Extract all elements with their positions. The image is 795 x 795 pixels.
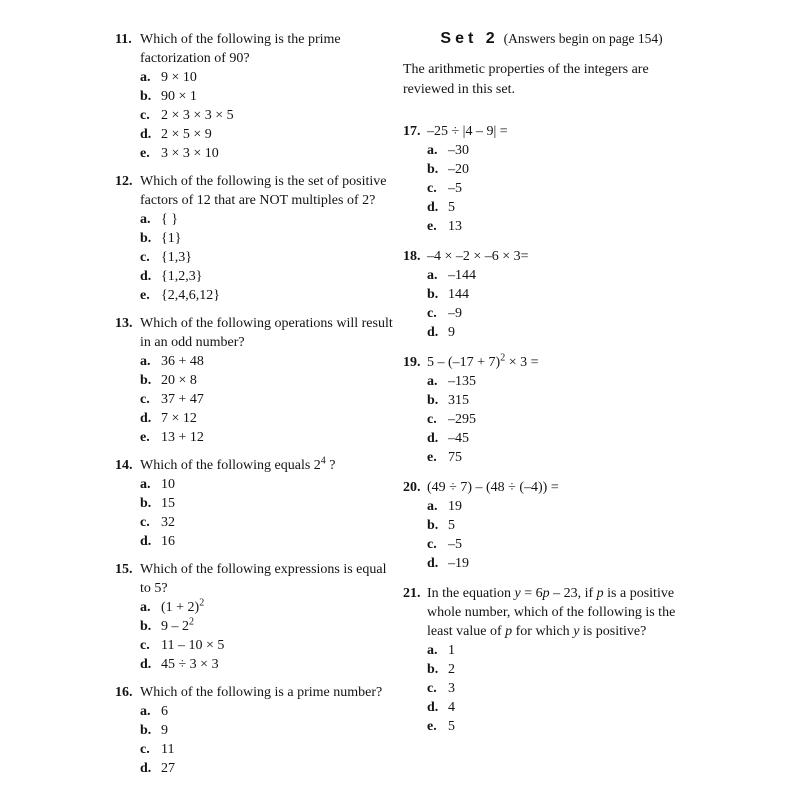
option-row xyxy=(427,285,700,304)
option-row xyxy=(427,429,700,448)
option-letter: d. xyxy=(140,657,152,672)
option-row xyxy=(140,598,395,617)
option-row xyxy=(140,286,395,305)
option-letter: a. xyxy=(140,212,151,227)
option-letter: a. xyxy=(140,600,151,615)
option-letter: b. xyxy=(140,619,152,634)
option-value: 13 xyxy=(448,219,462,234)
option-value: –144 xyxy=(448,268,476,283)
left-question-list xyxy=(115,30,395,778)
options-list xyxy=(427,141,700,236)
question-number: 11. xyxy=(115,32,132,47)
question xyxy=(115,683,395,778)
set-intro-text: The arithmetic properties of the integers are reviewed in this set. xyxy=(403,62,649,97)
option-row xyxy=(427,679,700,698)
option-value: 2 × 5 × 9 xyxy=(161,127,212,142)
option-row xyxy=(140,475,395,494)
option-row xyxy=(427,497,700,516)
option-letter: d. xyxy=(140,761,152,776)
option-value: {1,3} xyxy=(161,250,192,265)
option-row xyxy=(427,160,700,179)
option-value: 315 xyxy=(448,393,469,408)
option-letter: e. xyxy=(140,430,150,445)
option-value: –30 xyxy=(448,143,469,158)
option-letter: a. xyxy=(140,477,151,492)
option-value: 10 xyxy=(161,477,175,492)
option-row xyxy=(427,266,700,285)
options-list xyxy=(427,266,700,342)
option-value: 37 + 47 xyxy=(161,392,204,407)
option-letter: d. xyxy=(140,269,152,284)
question-number: 15. xyxy=(115,562,133,577)
question-text: Which of the following equals $2^4$ ? xyxy=(140,455,336,473)
right-column xyxy=(403,28,700,747)
option-letter: a. xyxy=(140,354,151,369)
option-letter: a. xyxy=(427,268,438,283)
option-letter: e. xyxy=(427,450,437,465)
option-letter: c. xyxy=(427,306,437,321)
question-number: 12. xyxy=(115,174,133,189)
option-row xyxy=(427,535,700,554)
options-list xyxy=(427,372,700,467)
option-row xyxy=(427,410,700,429)
option-value: 2 xyxy=(448,662,455,677)
option-letter: e. xyxy=(427,219,437,234)
question-body xyxy=(140,456,395,551)
option-letter: a. xyxy=(427,374,438,389)
option-row xyxy=(140,702,395,721)
option-row xyxy=(427,516,700,535)
option-letter: d. xyxy=(140,411,152,426)
option-letter: d. xyxy=(427,325,439,340)
option-letter: a. xyxy=(427,143,438,158)
question-body xyxy=(427,122,700,236)
question-body xyxy=(427,353,700,467)
option-row xyxy=(427,698,700,717)
option-value: –5 xyxy=(448,537,462,552)
option-row xyxy=(140,740,395,759)
option-value: –45 xyxy=(448,431,469,446)
option-row xyxy=(140,229,395,248)
option-letter: d. xyxy=(140,534,152,549)
option-row xyxy=(140,428,395,447)
option-row xyxy=(427,217,700,236)
option-value: –5 xyxy=(448,181,462,196)
option-letter: a. xyxy=(427,643,438,658)
options-list xyxy=(140,475,395,551)
question-text: Which of the following operations will result in an odd number? xyxy=(140,316,393,350)
option-value: 5 xyxy=(448,200,455,215)
option-value: 32 xyxy=(161,515,175,530)
options-list xyxy=(140,702,395,778)
option-value: 20 × 8 xyxy=(161,373,197,388)
question-number: 18. xyxy=(403,249,421,264)
question xyxy=(403,584,700,736)
option-value: 3 × 3 × 10 xyxy=(161,146,219,161)
option-letter: c. xyxy=(140,392,150,407)
option-letter: e. xyxy=(427,719,437,734)
option-row xyxy=(140,68,395,87)
option-row xyxy=(427,179,700,198)
option-letter: b. xyxy=(427,662,439,677)
question xyxy=(115,456,395,551)
option-letter: c. xyxy=(427,681,437,696)
question-text: In the equation y = 6p – 23, if p is a positive whole number, which of the following is the least value of p for which y is positive? xyxy=(427,586,676,639)
option-letter: b. xyxy=(140,89,152,104)
option-row xyxy=(427,372,700,391)
question-number: 16. xyxy=(115,685,133,700)
option-value: { } xyxy=(161,212,178,227)
left-column xyxy=(115,30,395,787)
option-value: 15 xyxy=(161,496,175,511)
question-number: 19. xyxy=(403,355,421,370)
option-value: 7 × 12 xyxy=(161,411,197,426)
option-row xyxy=(140,125,395,144)
option-letter: e. xyxy=(140,288,150,303)
option-row xyxy=(140,494,395,513)
option-row xyxy=(427,554,700,573)
option-value: –135 xyxy=(448,374,476,389)
option-letter: a. xyxy=(427,499,438,514)
question-text: Which of the following is the prime factorization of 90? xyxy=(140,32,341,66)
option-value: 11 – 10 × 5 xyxy=(161,638,225,653)
question-text: (49 ÷ 7) – (48 ÷ (–4)) = xyxy=(427,480,559,495)
option-letter: b. xyxy=(427,162,439,177)
question-body xyxy=(427,584,700,736)
question xyxy=(115,314,395,447)
option-value: –9 xyxy=(448,306,462,321)
answers-note: (Answers begin on page 154) xyxy=(503,31,663,46)
option-value: –20 xyxy=(448,162,469,177)
question-body xyxy=(140,30,395,163)
option-row xyxy=(427,391,700,410)
option-value: {1} xyxy=(161,231,182,246)
option-value: 45 ÷ 3 × 3 xyxy=(161,657,219,672)
option-value: 27 xyxy=(161,761,175,776)
question-number: 13. xyxy=(115,316,133,331)
option-row xyxy=(140,106,395,125)
option-row xyxy=(140,759,395,778)
option-value: –19 xyxy=(448,556,469,571)
option-value: 6 xyxy=(161,704,168,719)
option-value: 9 xyxy=(161,723,168,738)
option-letter: c. xyxy=(140,515,150,530)
set-header xyxy=(403,28,700,51)
option-letter: d. xyxy=(427,556,439,571)
option-row xyxy=(427,660,700,679)
option-row xyxy=(140,721,395,740)
question-number: 17. xyxy=(403,124,421,139)
right-question-list xyxy=(403,122,700,736)
option-value: $(1 + 2)^2$ xyxy=(161,597,205,615)
option-letter: c. xyxy=(140,250,150,265)
option-row xyxy=(427,198,700,217)
option-letter: d. xyxy=(427,700,439,715)
option-value: 19 xyxy=(448,499,462,514)
option-value: 4 xyxy=(448,700,455,715)
option-letter: b. xyxy=(427,287,439,302)
options-list xyxy=(427,641,700,736)
option-value: 13 + 12 xyxy=(161,430,204,445)
option-letter: c. xyxy=(427,412,437,427)
question-text: –25 ÷ |4 – 9| = xyxy=(427,124,508,139)
option-row xyxy=(427,304,700,323)
question-text: $5 - (-17 + 7)^2 \times 3$ = xyxy=(427,352,539,370)
option-value: 2 × 3 × 3 × 5 xyxy=(161,108,234,123)
option-value: 3 xyxy=(448,681,455,696)
option-value: 11 xyxy=(161,742,175,757)
option-row xyxy=(140,210,395,229)
option-letter: d. xyxy=(427,431,439,446)
option-row xyxy=(427,448,700,467)
option-row xyxy=(140,409,395,428)
option-row xyxy=(140,144,395,163)
option-value: 16 xyxy=(161,534,175,549)
option-value: {2,4,6,12} xyxy=(161,288,220,303)
question-body xyxy=(140,314,395,447)
option-value: 1 xyxy=(448,643,455,658)
question-body xyxy=(140,560,395,674)
question-body xyxy=(427,247,700,342)
question-body xyxy=(140,683,395,778)
option-value: 9 xyxy=(448,325,455,340)
options-list xyxy=(140,598,395,674)
options-list xyxy=(140,68,395,163)
option-letter: d. xyxy=(427,200,439,215)
question-body xyxy=(427,478,700,573)
question xyxy=(115,172,395,305)
question xyxy=(403,122,700,236)
question xyxy=(403,478,700,573)
option-row xyxy=(427,141,700,160)
option-row xyxy=(140,352,395,371)
option-row xyxy=(140,617,395,636)
option-row xyxy=(140,513,395,532)
question-number: 21. xyxy=(403,586,421,601)
option-value: 5 xyxy=(448,719,455,734)
question xyxy=(115,30,395,163)
option-letter: a. xyxy=(140,70,151,85)
option-row xyxy=(140,87,395,106)
question-text: Which of the following is a prime number? xyxy=(140,685,383,700)
option-letter: c. xyxy=(427,181,437,196)
option-value: 90 × 1 xyxy=(161,89,197,104)
option-letter: b. xyxy=(427,393,439,408)
options-list xyxy=(140,352,395,447)
question-text: –4 × –2 × –6 × 3= xyxy=(427,249,529,264)
option-row xyxy=(140,248,395,267)
option-value: 9 × 10 xyxy=(161,70,197,85)
question xyxy=(403,353,700,467)
option-value: 5 xyxy=(448,518,455,533)
option-value: 36 + 48 xyxy=(161,354,204,369)
option-row xyxy=(140,371,395,390)
question-text: Which of the following is the set of positive factors of 12 that are NOT multiples of 2? xyxy=(140,174,387,208)
option-letter: a. xyxy=(140,704,151,719)
option-row xyxy=(427,641,700,660)
option-letter: b. xyxy=(140,496,152,511)
option-value: –295 xyxy=(448,412,476,427)
option-row xyxy=(140,267,395,286)
question-body xyxy=(140,172,395,305)
option-row xyxy=(140,636,395,655)
question-text: Which of the following expressions is equal to 5? xyxy=(140,562,387,596)
option-letter: b. xyxy=(140,373,152,388)
option-value: {1,2,3} xyxy=(161,269,203,284)
option-value: $9 - 2^2$ xyxy=(161,616,194,634)
question xyxy=(115,560,395,674)
option-letter: e. xyxy=(140,146,150,161)
question-number: 14. xyxy=(115,458,133,473)
option-letter: d. xyxy=(140,127,152,142)
options-list xyxy=(140,210,395,305)
option-row xyxy=(427,717,700,736)
option-letter: c. xyxy=(140,108,150,123)
option-row xyxy=(427,323,700,342)
option-row xyxy=(140,390,395,409)
option-letter: c. xyxy=(140,742,150,757)
question xyxy=(403,247,700,342)
option-letter: c. xyxy=(140,638,150,653)
set-title: Set 2 xyxy=(440,30,499,47)
option-letter: b. xyxy=(140,231,152,246)
option-row xyxy=(140,532,395,551)
option-letter: c. xyxy=(427,537,437,552)
option-row xyxy=(140,655,395,674)
option-value: 144 xyxy=(448,287,469,302)
option-letter: b. xyxy=(140,723,152,738)
option-value: 75 xyxy=(448,450,462,465)
option-letter: b. xyxy=(427,518,439,533)
options-list xyxy=(427,497,700,573)
question-number: 20. xyxy=(403,480,421,495)
